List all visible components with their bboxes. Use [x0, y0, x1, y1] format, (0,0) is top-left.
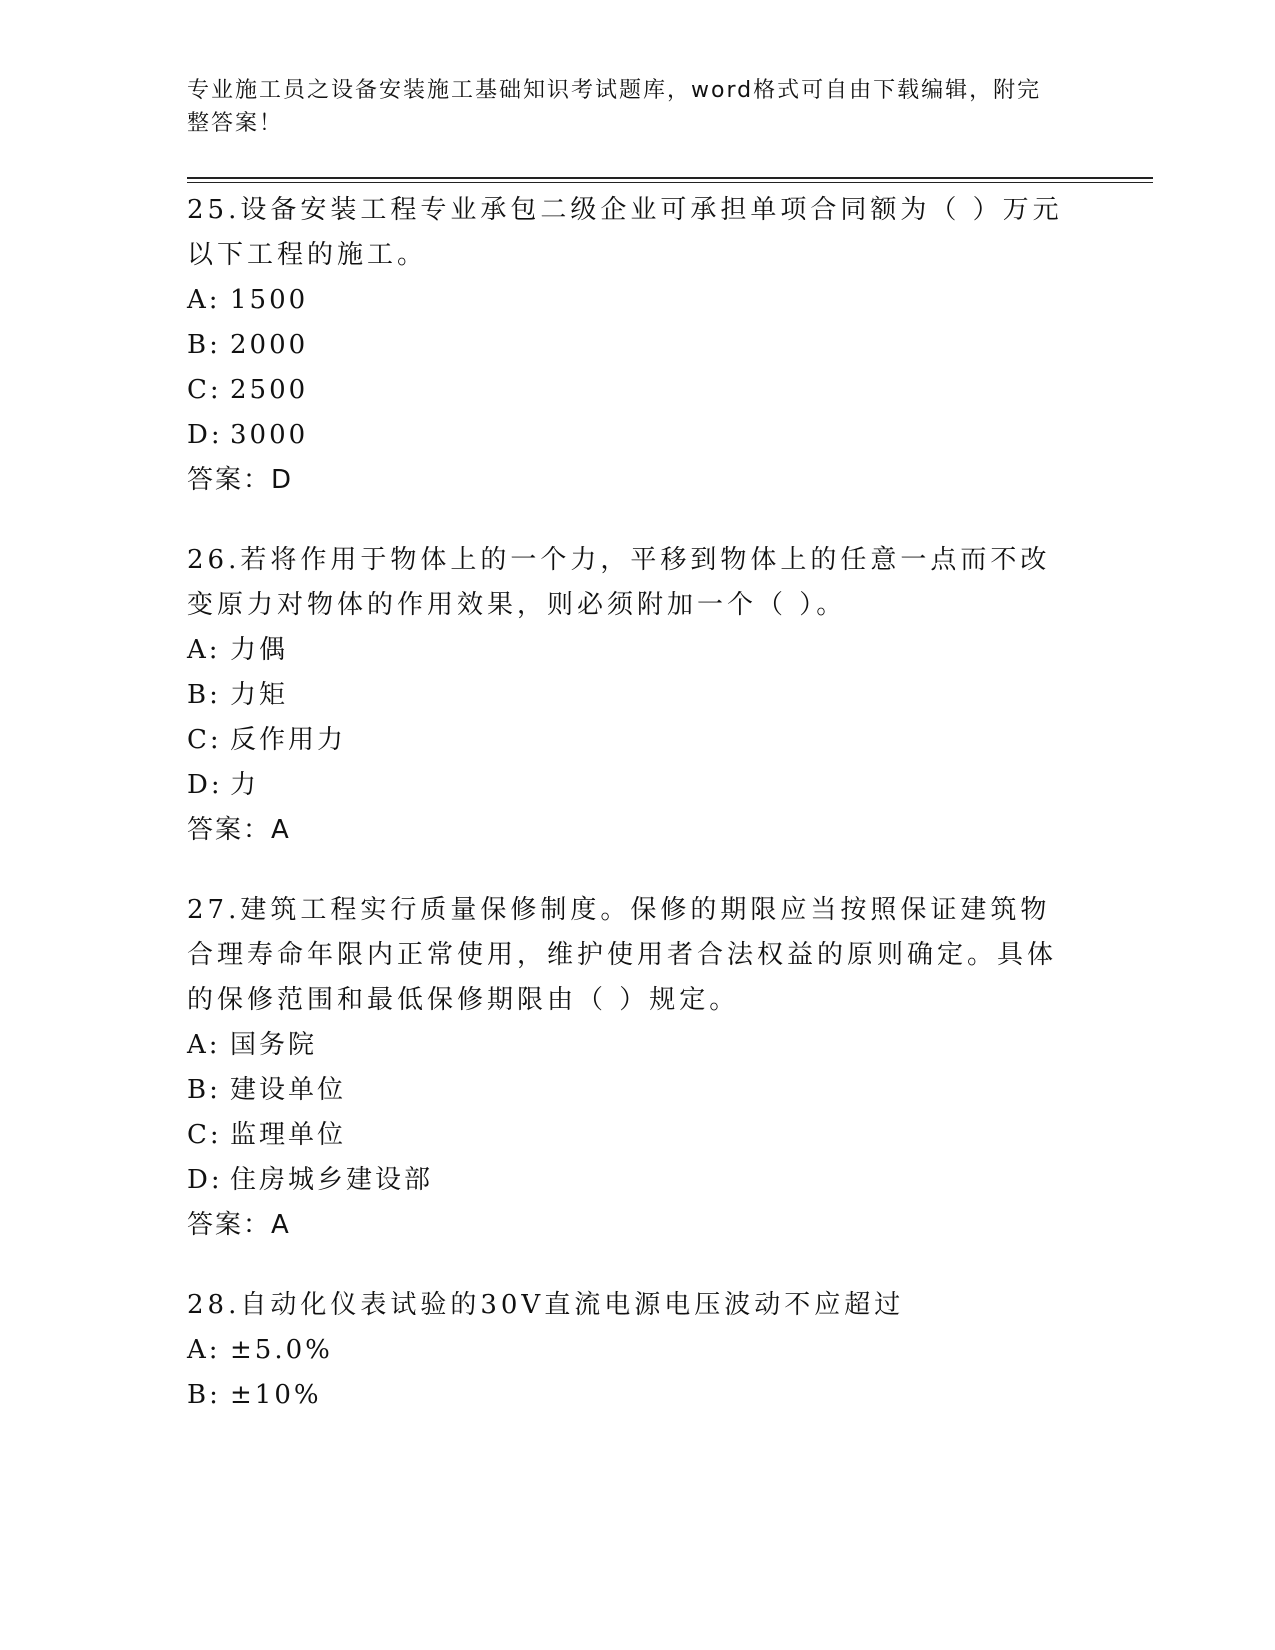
question-25 — [187, 188, 1087, 503]
option-letter: C: — [187, 375, 222, 405]
option-a — [187, 278, 1087, 323]
answer-line: 答案：A — [187, 1210, 291, 1240]
document-header — [187, 74, 1067, 140]
option-letter: A: — [187, 285, 221, 315]
option-text: 力偶 — [230, 635, 289, 665]
option-a — [187, 1328, 1087, 1373]
option-text: 1500 — [230, 285, 309, 315]
header-rule-thin — [187, 182, 1153, 183]
option-c — [187, 718, 1087, 763]
option-b — [187, 1373, 1087, 1418]
question-28 — [187, 1283, 1087, 1418]
header-rule-thick — [187, 177, 1153, 179]
option-text: 建设单位 — [230, 1075, 347, 1105]
option-text: 2000 — [230, 330, 309, 360]
option-letter: B: — [187, 330, 221, 360]
option-d — [187, 1158, 1087, 1203]
option-letter: A: — [187, 1335, 221, 1365]
answer-line: 答案：A — [187, 815, 291, 845]
option-a — [187, 628, 1087, 673]
option-c — [187, 368, 1087, 413]
option-text: 监理单位 — [230, 1120, 347, 1150]
question-stem: 25.设备安装工程专业承包二级企业可承担单项合同额为（ ）万元以下工程的施工。 — [187, 195, 1063, 270]
option-text: 住房城乡建设部 — [230, 1165, 434, 1195]
header-line-1: 专业施工员之设备安装施工基础知识考试题库，word格式可自由下载编辑，附完 — [187, 78, 1042, 103]
question-list — [187, 188, 1087, 1453]
option-text: ±5.0% — [230, 1335, 333, 1365]
option-text: 反作用力 — [230, 725, 347, 755]
option-letter: B: — [187, 1380, 221, 1410]
question-26 — [187, 538, 1087, 853]
option-text: 3000 — [230, 420, 309, 450]
option-a — [187, 1023, 1087, 1068]
question-stem: 26.若将作用于物体上的一个力，平移到物体上的任意一点而不改变原力对物体的作用效果，则必须附加一个（ ）。 — [187, 545, 1051, 620]
option-letter: D: — [187, 1165, 223, 1195]
option-letter: D: — [187, 420, 223, 450]
option-d — [187, 413, 1087, 458]
option-letter: B: — [187, 680, 221, 710]
option-letter: D: — [187, 770, 223, 800]
question-stem: 27.建筑工程实行质量保修制度。保修的期限应当按照保证建筑物合理寿命年限内正常使用，维护使用者合法权益的原则确定。具体的保修范围和最低保修期限由（ ）规定。 — [187, 895, 1058, 1015]
option-letter: C: — [187, 725, 222, 755]
question-stem: 28.自动化仪表试验的30V直流电源电压波动不应超过 — [187, 1290, 905, 1320]
option-d — [187, 763, 1087, 808]
option-text: 力矩 — [230, 680, 289, 710]
option-letter: C: — [187, 1120, 222, 1150]
option-letter: A: — [187, 635, 221, 665]
option-letter: A: — [187, 1030, 221, 1060]
option-text: 力 — [230, 770, 260, 800]
answer-line: 答案：D — [187, 465, 294, 495]
option-b — [187, 673, 1087, 718]
option-c — [187, 1113, 1087, 1158]
option-b — [187, 1068, 1087, 1113]
option-letter: B: — [187, 1075, 221, 1105]
question-27 — [187, 888, 1087, 1248]
header-line-2: 整答案！ — [187, 111, 284, 136]
option-text: 2500 — [230, 375, 309, 405]
option-text: ±10% — [230, 1380, 322, 1410]
option-text: 国务院 — [230, 1030, 318, 1060]
option-b — [187, 323, 1087, 368]
